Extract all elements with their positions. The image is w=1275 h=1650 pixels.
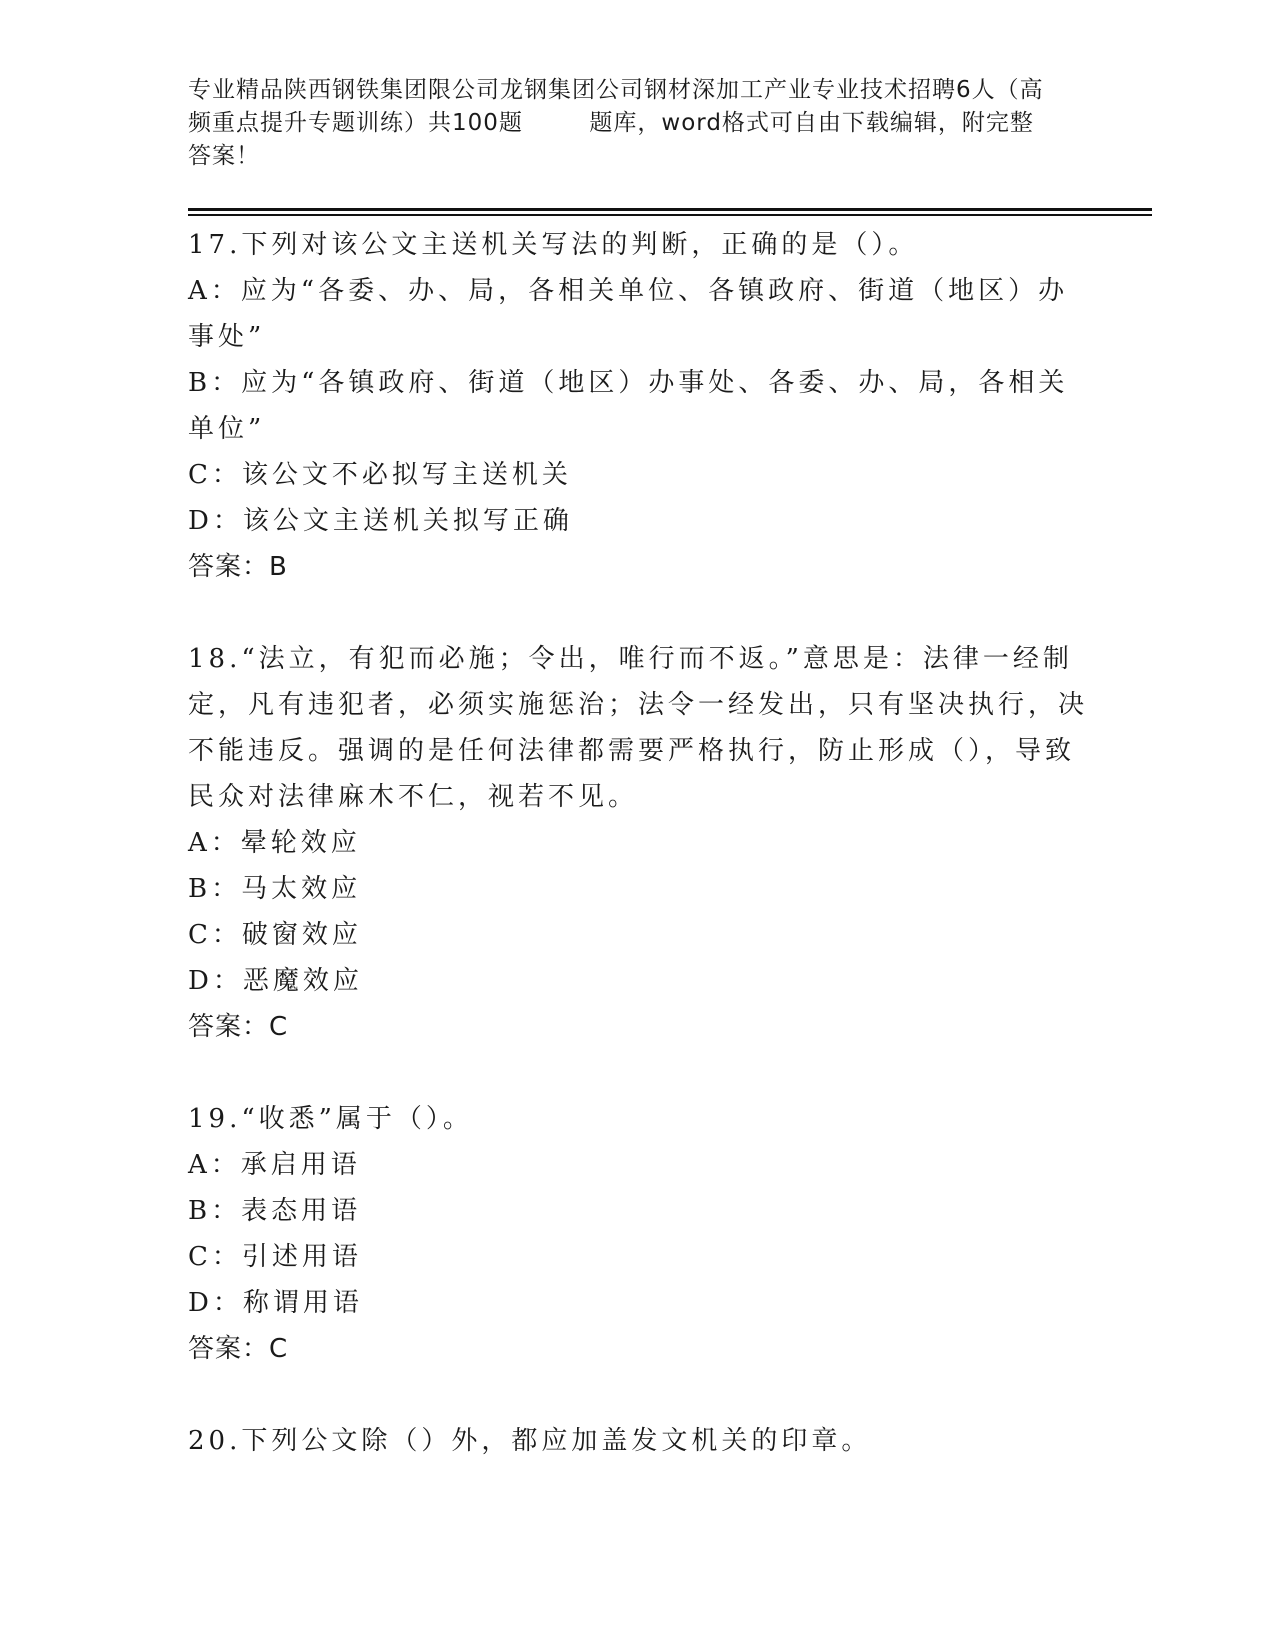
option-a: A：承启用语 — [188, 1150, 361, 1180]
header-divider-thick — [188, 208, 1152, 211]
header-line: 答案！ — [188, 143, 260, 169]
answer-label: 答案：C — [188, 1334, 289, 1364]
question-stem: 18.“法立，有犯而必施；令出，唯行而不返。”意思是：法律一经制定，凡有违犯者，必须实施惩治；法令一经发出，只有坚决执行，决不能违反。强调的是任何法律都需要严格执行，防止形成（），导致民众对法律麻木不仁，视若不见。 — [188, 644, 1089, 812]
header-line: 频重点提升专题训练）共100题 题库，word格式可自由下载编辑，附完整 — [188, 110, 1034, 136]
answer-label: 答案：C — [188, 1012, 289, 1042]
document-header — [188, 74, 1088, 173]
option-b: B：应为“各镇政府、街道（地区）办事处、各委、办、局，各相关单位” — [188, 368, 1069, 444]
header-divider-thin — [188, 214, 1152, 216]
option-b: B：表态用语 — [188, 1196, 362, 1226]
option-c: C：引述用语 — [188, 1242, 362, 1272]
option-c: C：该公文不必拟写主送机关 — [188, 460, 572, 490]
question-20 — [188, 1418, 1088, 1464]
option-a: A：晕轮效应 — [188, 828, 361, 858]
question-stem: 19.“收悉”属于（）。 — [188, 1104, 473, 1134]
option-d: D：该公文主送机关拟写正确 — [188, 506, 573, 536]
question-stem: 17.下列对该公文主送机关写法的判断，正确的是（）。 — [188, 230, 919, 260]
question-stem: 20.下列公文除（）外，都应加盖发文机关的印章。 — [188, 1426, 872, 1456]
question-17 — [188, 222, 1088, 590]
question-19 — [188, 1096, 1088, 1372]
question-list — [188, 222, 1088, 1510]
option-a: A：应为“各委、办、局，各相关单位、各镇政府、街道（地区）办事处” — [188, 276, 1069, 352]
header-line: 专业精品陕西钢铁集团限公司龙钢集团公司钢材深加工产业专业技术招聘6人（高 — [188, 77, 1044, 103]
option-c: C：破窗效应 — [188, 920, 362, 950]
option-d: D：恶魔效应 — [188, 966, 363, 996]
question-18 — [188, 636, 1088, 1050]
option-d: D：称谓用语 — [188, 1288, 363, 1318]
option-b: B：马太效应 — [188, 874, 362, 904]
answer-label: 答案：B — [188, 552, 288, 582]
